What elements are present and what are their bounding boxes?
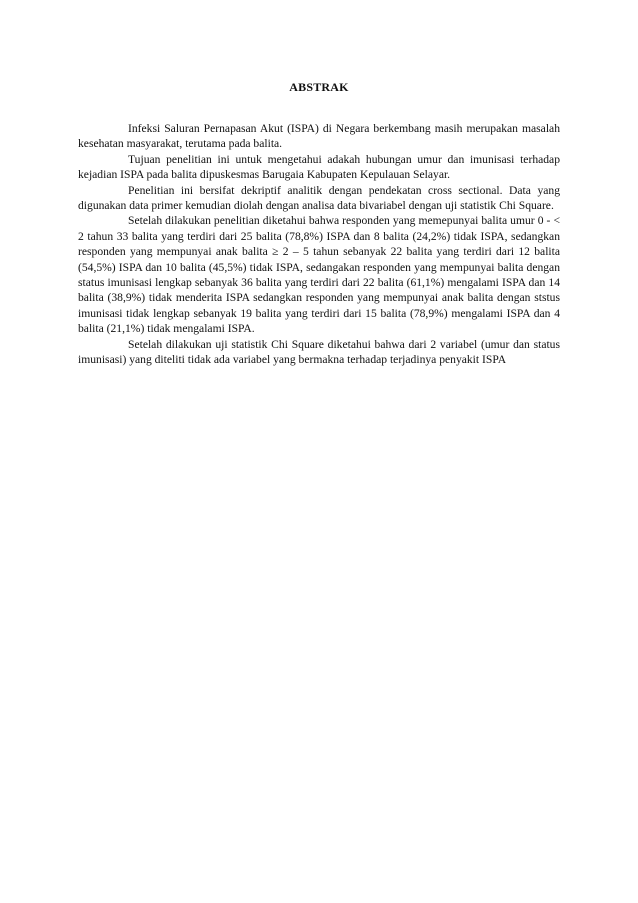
abstract-body <box>78 121 560 368</box>
paragraph-conclusion: Setelah dilakukan uji statistik Chi Square diketahui bahwa dari 2 variabel (umur dan status imunisasi) yang diteliti tidak ada variabel yang bermakna terhadap terjadinya penyakit ISPA <box>78 337 560 367</box>
paragraph-background: Infeksi Saluran Pernapasan Akut (ISPA) di Negara berkembang masih merupakan masalah kesehatan masyarakat, terutama pada balita. <box>78 122 560 151</box>
paragraph-method: Penelitian ini bersifat dekriptif analitik dengan pendekatan cross sectional. Data yang digunakan data primer kemudian diolah dengan analisa data bivariabel dengan uji statistik Chi Square. <box>78 183 560 213</box>
paragraph-objective: Tujuan penelitian ini untuk mengetahui adakah hubungan umur dan imunisasi terhadap kejadian ISPA pada balita dipuskesmas Barugaia Kabupaten Kepulauan Selayar. <box>78 152 560 182</box>
abstract-title: ABSTRAK <box>289 80 349 94</box>
paragraph-results: Setelah dilakukan penelitian diketahui bahwa responden yang memepunyai balita umur 0 - < 2 tahun 33 balita yang terdiri dari 25 balita (78,8%) ISPA dan 8 balita (24,2%) tidak ISPA, sedangkan responden yang mempunyai anak balita ≥ 2 – 5 tahun sebanyak 22 balita yang terdiri dari 12 balita (54,5%) ISPA dan 10 balita (45,5%) tidak ISPA, sedangakan responden yang mempunyai balita dengan status imunisasi lengkap sebanyak 36 balita yang terdiri dari 22 balita (61,1%) mengalami ISPA dan 14 balita (38,9%) tidak menderita ISPA sedangkan responden yang mempunyai anak balita dengan ststus imunisasi tidak lengkap sebanyak 19 balita yang terdiri dari 15 balita (78,9%) mengalami ISPA dan 4 balita (21,1%) tidak mengalami ISPA. <box>78 214 560 336</box>
